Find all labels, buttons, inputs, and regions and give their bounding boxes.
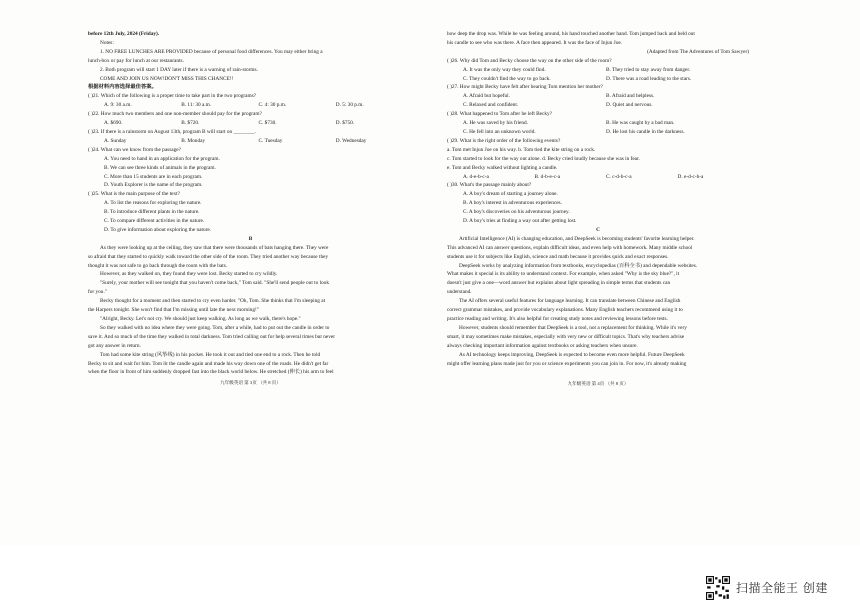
answer-option: D. A boy's tries at finding a way out after getting lost. [463, 218, 577, 225]
answer-option: A. To list the reasons for exploring the nature. [104, 200, 202, 207]
section-heading: C [596, 226, 600, 233]
option-row [447, 119, 749, 128]
text-line: doesn't just give a one—word answer but explains about light spreading in simple terms that students can [447, 280, 671, 287]
answer-option: C. A boy's discoveries on his adventurous journey. [463, 209, 570, 216]
text-line: e. Tom and Becky walked without lighting a candle. [447, 164, 558, 171]
option-row [447, 75, 749, 84]
question-line: ( )26. Why did Tom and Becky choose the way on the other side of the room? [447, 57, 612, 64]
text-line: Artificial Intelligence (AI) is changing education, and DeepSeek is becoming students' favorite learning helper. [459, 235, 695, 242]
text-line: 1. NO FREE LUNCHES ARE PROVIDED because of personal food differences. You may either bring a [100, 48, 323, 55]
text-line: save it. And so much of the time they walked in total darkness. Tom tried calling out for help several times but never [88, 333, 335, 340]
text-line: practice reading and writing. It's also helpful for creating study notes and reviewing lessons before tests. [447, 316, 668, 322]
answer-option: D. There was a road leading to the stars. [606, 75, 692, 82]
text-line: smart, it may sometimes make mistakes, especially with very new or difficult topics. That's why teachers advise [447, 333, 685, 340]
answer-option: B. Afraid and helpless. [606, 93, 655, 100]
text-line: always checking important information against textbooks or asking teachers when unsure. [447, 342, 638, 349]
answer-option: D. 5: 30 p.m. [335, 102, 364, 109]
text-line: 2. Both program will start 1 DAY later if there is a warning of rain-storms. [100, 66, 258, 73]
right-text-lines [447, 30, 749, 368]
left-page-footer: 九年级英语 第 3页 （共 8 页） [220, 380, 281, 386]
question-line: ( )22. How much two members and one non-member should pay for the program? [88, 111, 262, 118]
text-line: before 12th July, 2024 (Friday). [88, 31, 160, 37]
text-line: c. Tom started to look for the way out alone. d. Becky cried loudly because she was in fear. [447, 155, 640, 162]
option-row [88, 119, 413, 128]
text-line: Becky to sit and wait for him. Tom lit the candle again and made his way down one of the roads. He didn't get far [88, 360, 329, 367]
text-line: how deep the drop was. While he was feeling around, his hand touched another hand. Tom jumped back and held out [447, 31, 695, 37]
option-row [447, 92, 749, 101]
text-line: As AI technology keeps improving, DeepSeek is expected to become even more helpful. Future DeepSeek [459, 351, 685, 358]
answer-option: C. They couldn't find the way to go back. [463, 75, 551, 82]
text-line: This advanced AI can answer questions, explain difficult ideas, and even help with homework. Many middle school [447, 244, 693, 251]
left-text-lines [88, 30, 413, 377]
answer-option: A. A boy's dream of starting a journey alone. [463, 191, 558, 198]
text-line: a. Tom met Injun Joe on his way. b. Tom tied the kite string on a rock. [447, 146, 596, 153]
scanner-watermark: 扫描全能王 创建 [736, 581, 828, 595]
text-line: Tom had some kite string (风筝线) in his pocket. He took it out and tied one end to a rock. Then he told [100, 351, 321, 358]
right-page-footer: 九年级英语 第 4页 （共 8 页） [567, 381, 629, 387]
answer-option: D. $750. [335, 120, 355, 127]
text-line: However, students should remember that DeepSeek is a tool, not a replacement for thinking. While it's very [459, 324, 687, 331]
answer-option: A. Sunday [104, 137, 127, 144]
answer-option: B. They tried to stay away from danger. [606, 66, 691, 73]
answer-option: C. 4: 30 p.m. [258, 102, 287, 109]
answer-option: A. It was the only way they could find. [463, 66, 546, 73]
answer-option: C. He fell into an unknown world. [463, 128, 536, 135]
text-line: As they were looking up at the ceiling, they saw that there were thousands of bats hanging there. They were [100, 244, 329, 251]
answer-option: B. $720. [181, 120, 200, 127]
text-line: DeepSeek works by analyzing information from textbooks, encyclopedias (百科全书) and dependable websites. [459, 262, 698, 269]
text-line: for you." [88, 289, 107, 296]
option-row [447, 66, 749, 75]
option-row [88, 137, 413, 146]
text-line: got any answer in return. [88, 342, 141, 349]
answer-option: A. He was saved by his friend. [463, 120, 529, 127]
answer-option: C. To compare different activities in the nature. [104, 218, 205, 225]
text-line: his candle to see who was there. A face then appeared. It was the face of Injun Joe. [447, 39, 623, 46]
text-line: However, as they walked on, they found they were lost. Becky started to cry wildly. [100, 271, 278, 278]
option-row [88, 101, 413, 110]
answer-option: B. He was caught by a bad man. [606, 120, 675, 127]
question-line: ( )29. What is the right order of the following events? [447, 137, 561, 144]
answer-option: D. He lost his candle in the darkness. [606, 128, 685, 135]
option-row [447, 173, 749, 182]
text-line: when the floor in front of him suddenly dropped fast into the black world below. He stretched (伸长) his arm to feel [88, 369, 334, 376]
text-line: "Surely, your mother will see tonight that you haven't come back," Tom said. "She'll send people out to look [100, 280, 329, 287]
answer-option: A. Afraid but hopeful. [463, 93, 510, 100]
question-line: ( )25. What is the main purpose of the text? [88, 191, 180, 198]
answer-option: B. 11: 30 a.m. [181, 102, 212, 109]
answer-option: A. $690. [104, 120, 123, 127]
section-heading: B [248, 235, 253, 242]
question-line: ( )30. What's the passage mainly about? [447, 182, 532, 189]
answer-option: D. Youth Explorer is the name of the program. [104, 182, 203, 189]
answer-option: D. e-d-c-b-a [677, 173, 704, 180]
answer-option: C. Tuesday [258, 137, 283, 144]
bottom-margin [0, 545, 860, 608]
text-line: understand. [447, 289, 472, 296]
text-line: Notes: [100, 39, 114, 46]
question-line: ( )27. How might Becky have felt after hearing Tom mention her mother? [447, 84, 603, 91]
text-line: so afraid that they started to quickly walk toward the other side of the room. They tried another way because they [88, 253, 329, 260]
answer-option: A. d-e-b-c-a [463, 173, 489, 180]
answer-option: D. To give information about exploring the nature. [104, 226, 212, 233]
source-note: (Adapted from The Adventures of Tom Sawyer) [647, 48, 749, 55]
text-line: students use it for subjects like English, science and math because it provides quick and exact responses. [447, 253, 669, 260]
text-line: COME AND JOIN US NOW!DON'T MISS THIS CHANCE!! [100, 75, 234, 82]
text-line: correct grammar mistakes, and provide vocabulary explanations. Many English teachers recommend using it to [447, 307, 683, 314]
answer-option: C. Relaxed and confident. [463, 102, 519, 109]
answer-option: B. Monday [181, 137, 206, 144]
question-line: ( )23. If there is a rainstorm on August 13th, program B will start on ________. [88, 128, 257, 135]
text-line: might offer learning plans made just for you or science experiments you can join in. For now, it's already making [447, 360, 687, 367]
option-row [447, 128, 749, 137]
qr-code-icon [706, 576, 730, 600]
text-line: thought it was not safe to go back through the room with the bats. [88, 262, 228, 269]
text-line: The AI offers several useful features for language learning. It can translate between Chinese and English [459, 298, 681, 305]
answer-option: A. You need to hand in an application for the program. [104, 155, 220, 162]
text-line: Becky thought for a moment and then started to cry even harder. "Oh, Tom. She thinks that I'm sleeping at [100, 298, 326, 305]
option-row [447, 101, 749, 110]
text-line: So they walked with no idea where they were going. Tom, after a while, had to put out the candle in order to [100, 324, 330, 331]
answer-option: B. A boy's interest in adventurous experiences. [463, 200, 562, 207]
question-line: ( )21. Which of the following is a proper time to take part in the two programs? [88, 93, 257, 100]
answer-option: D. Wednesday [335, 137, 367, 144]
right-column [447, 30, 749, 389]
text-line: "Alright, Becky. Let's not cry. We should just keep walking. As long as we walk, there's hope." [100, 316, 301, 322]
answer-option: B. d-b-e-c-a [534, 173, 561, 180]
answer-option: B. We can see three kinds of animals in the program. [104, 164, 216, 171]
question-line: ( )24. What can we know from the passage? [88, 146, 182, 153]
answer-option: C. c-d-b-c-a [606, 173, 632, 180]
answer-option: A. 9: 30 a.m. [104, 102, 132, 109]
text-line: the Harpers tonight. She won't find that I'm missing until late the next morning!" [88, 307, 259, 314]
text-line: lunch-box or pay for lunch at our restaurants. [88, 57, 184, 64]
text-line: 根据材料内容选择最佳答案。 [88, 84, 157, 91]
answer-option: B. To introduce different plants in the nature. [104, 209, 200, 216]
text-line: What makes it special is its ability to understand context. For example, when asked "Why is the sky blue?", it [447, 271, 680, 278]
left-column [88, 30, 413, 388]
question-line: ( )28. What happened to Tom after he left Becky? [447, 111, 553, 118]
answer-option: C. $730. [258, 120, 277, 127]
answer-option: C. More than 15 students are in each program. [104, 173, 203, 180]
answer-option: D. Quiet and nervous. [606, 102, 653, 109]
